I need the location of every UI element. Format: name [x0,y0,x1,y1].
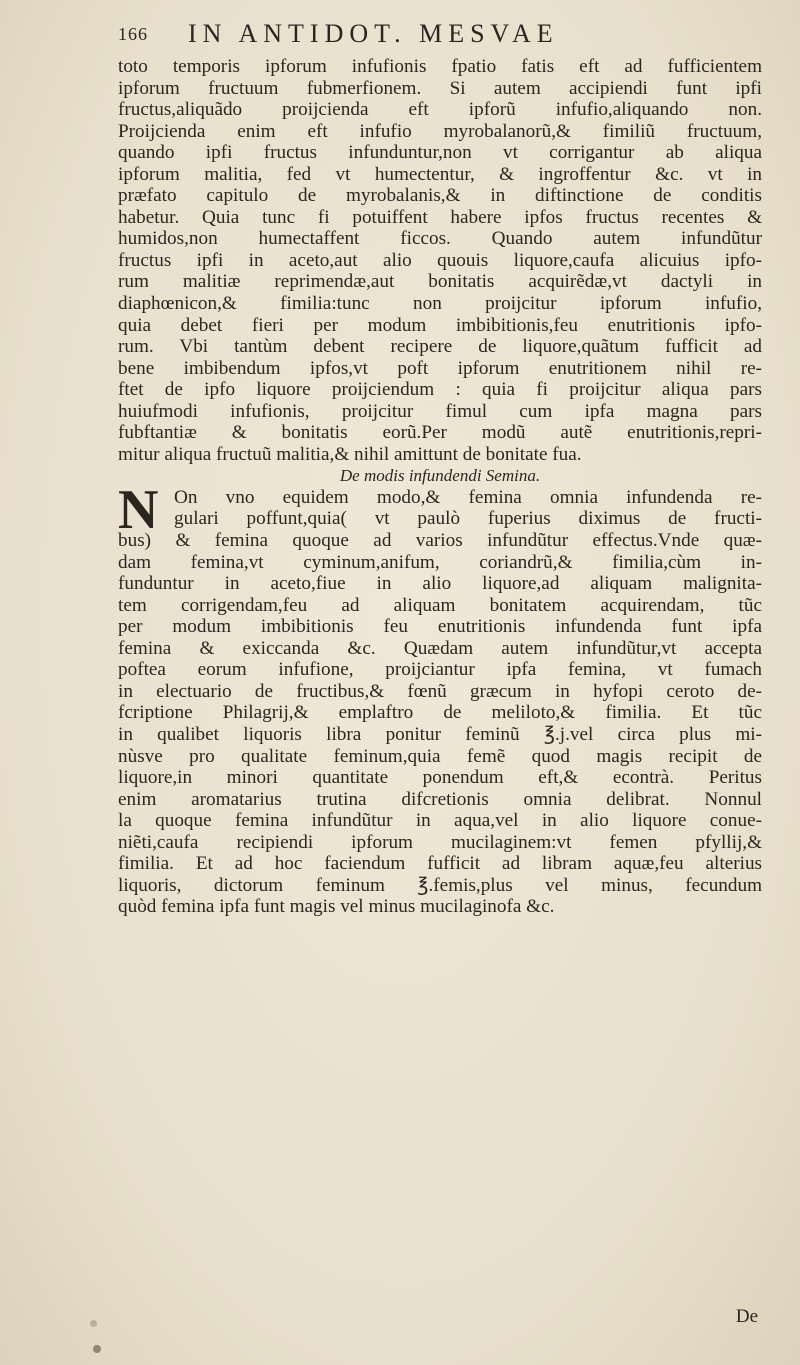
text-line: fructus,aliquãdo proijcienda eft ipforũ infufio,aliquando non. [118,99,762,121]
page-number: 166 [118,23,148,44]
text-line: in qualibet liquoris libra ponitur feminũ ℥.j.vel circa plus mi- [118,723,762,745]
paragraph-2 [118,530,762,918]
text-line: quando ipfi fructus infunduntur,non vt corrigantur ab aliqua [118,142,762,164]
text-line: diaphœnicon,& fimilia:tunc non proijcitur ipforum infufio, [118,293,762,315]
body-text [118,56,762,918]
text-line: liquoris, dictorum feminum ℥.femis,plus vel minus, fecundum [118,874,762,896]
text-line: bene imbibendum ipfos,vt poft ipforum enutritionem nihil re- [118,357,762,379]
text-line: quòd femina ipfa funt magis vel minus mucilaginofa &c. [118,896,555,918]
text-line: toto temporis ipforum infufionis fpatio fatis eft ad fufficientem [118,56,762,77]
text-line: Proijcienda enim eft infufio myrobalanorũ,& fimiliũ fructuum, [118,120,762,142]
text-line: fructus ipfi in aceto,aut alio quouis liquore,caufa alicuius ipfo- [118,249,762,271]
text-line: per modum imbibitionis feu enutritionis infundenda funt ipfa [118,616,762,638]
catchword: De [735,1306,758,1327]
section-heading: De modis infundendi Semina. [339,466,541,486]
text-line: mitur aliqua fructuũ malitia,& nihil amittunt de bonitate fua. [118,443,582,465]
text-line: bus) & femina quoque ad varios infundũtur effectus.Vnde quæ- [118,530,762,552]
paragraph-1 [118,56,762,465]
text-line: funduntur in aceto,fiue in alio liquore,ad aliquam malignita- [118,573,762,595]
text-line: fimilia. Et ad hoc faciendum fufficit ad libram aquæ,feu alterius [118,853,762,875]
text-line: ipforum malitia, fed vt humectentur, & ingroffentur &c. vt in [118,163,762,185]
text-line: rum. Vbi tantùm debent recipere de liquore,quãtum fufficit ad [118,336,762,358]
text-line: enim aromatarius trutina difcretionis omnia delibrat. Nonnul [118,788,762,810]
text-line: fubftantiæ & bonitatis eorũ.Per modũ autẽ enutritionis,repri- [118,422,762,444]
text-line: la quoque femina infundũtur in aqua,vel in alio liquore conue- [118,810,762,832]
text-line: præfato capitulo de myrobalanis,& in diftinctione de conditis [118,185,762,207]
text-line: fcriptione Philagrij,& emplaftro de meliloto,& fimilia. Et tũc [118,702,762,724]
text-line: quia debet fieri per modum imbibitionis,feu enutritionis ipfo- [118,314,762,336]
text-line: rum malitiæ reprimendæ,aut bonitatis acquirẽdæ,vt dactyli in [118,271,762,293]
text-line: in electuario de fructibus,& fœnũ græcum in hyfopi ceroto de- [118,680,762,702]
text-line: niẽti,caufa recipiendi ipforum mucilaginem:vt femen pfyllij,& [118,831,762,853]
text-line: nùsve pro qualitate feminum,quia femẽ quod magis recipit de [118,745,762,767]
text-line: humidos,non humectaffent ficcos. Quando autem infundũtur [118,228,762,250]
text-line: habetur. Quia tunc fi potuiffent habere ipfos fructus recentes & [118,206,762,228]
text-line: liquore,in minori quantitate ponendum eft,& econtrà. Peritus [118,767,762,789]
ink-spot [90,1320,97,1327]
text-line: gulari poffunt,quia( vt paulò fuperius diximus de fructi- [174,508,762,530]
text-line: poftea eorum infufione, proijciantur ipfa femina, vt fumach [118,659,762,681]
ink-spot [93,1345,101,1353]
drop-cap: N [118,478,159,541]
text-line: dam femina,vt cyminum,anifum, coriandrũ,& fimilia,cùm in- [118,551,762,573]
running-head: IN ANTIDOT. MESVAE [188,19,559,48]
text-line: tem corrigendam,feu ad aliquam bonitatem acquirendam, tũc [118,594,762,616]
page-header [118,14,758,54]
text-line: ipforum fructuum fubmerfionem. Si autem accipiendi funt ipfi [118,77,762,99]
text-line: On vno equidem modo,& femina omnia infundenda re- [174,486,762,508]
text-line: ftet de ipfo liquore proijciendum : quia fi proijcitur aliqua pars [118,379,762,401]
text-line: femina & exiccanda &c. Quædam autem infundũtur,vt accepta [118,637,762,659]
text-line: huiufmodi infufionis, proijcitur fimul cum ipfa magna pars [118,400,762,422]
